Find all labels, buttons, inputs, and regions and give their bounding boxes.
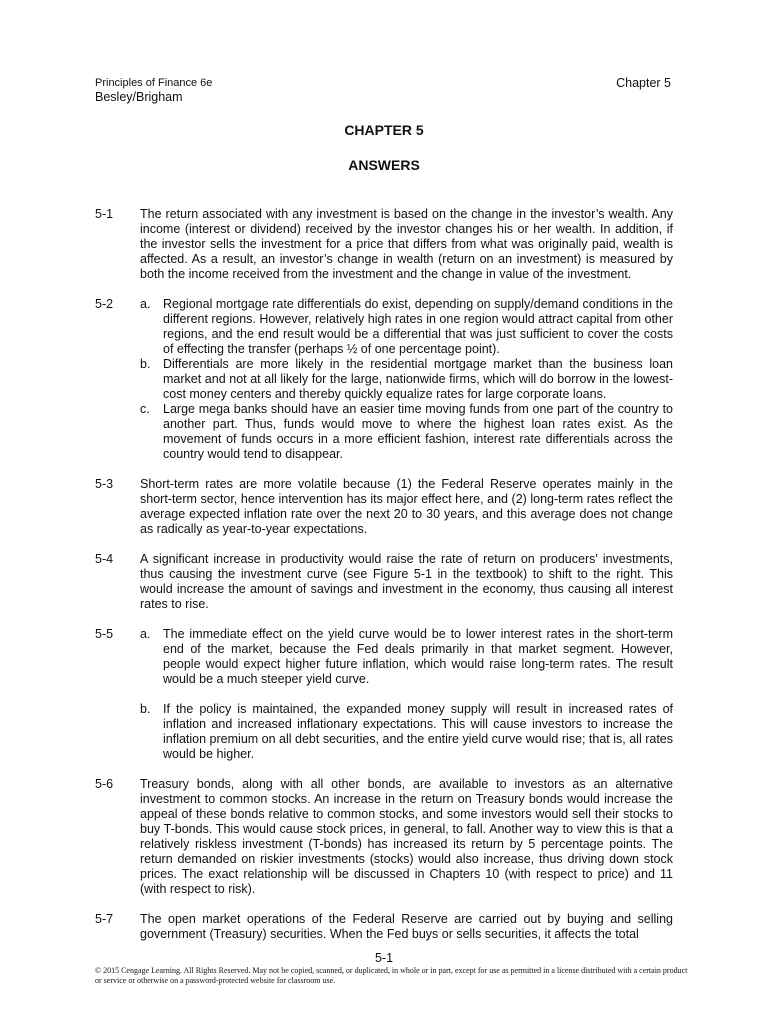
part-label: a. — [140, 297, 151, 311]
answer-text: Treasury bonds, along with all other bonds, are available to investors as an alternative investment to common stocks. An increase in the return on Treasury bonds would increase the appeal of these bonds relative to common stocks, and some investors would sell their stocks to buy T-bonds. This would cause stock prices, in general, to fall. Another way to view this is that a relatively riskless investment (T-bonds) has increased its return by 5 percentage points. The return demanded on riskier investments (stocks) would also increase, thus driving down stock prices. The exact relationship will be discussed in Chapters 10 (with respect to price) and 11 (with respect to risk). — [140, 777, 673, 896]
answer-text: The return associated with any investment is based on the change in the investor’s wealth. Any income (interest or dividend) received by the investor changes his or her wealth. In addition, if the investor sells the investment for a price that differs from what was originally paid, wealth is affected. As a result, an investor’s change in wealth (return on an investment) is measured by both the income received from the investment and the change in value of the investment. — [140, 207, 673, 281]
copyright-notice: © 2015 Cengage Learning. All Rights Reserved. May not be copied, scanned, or duplicated, in whole or in part, except for use as permitted in a license distributed with a certain product or service or otherwise on a password-protected website for classroom use. — [95, 966, 688, 985]
answer-number: 5-5 — [95, 627, 114, 641]
chapter-label: Chapter 5 — [616, 76, 671, 90]
part-label: b. — [140, 702, 151, 716]
answer-part — [140, 627, 673, 687]
answer-item — [95, 912, 673, 942]
part-label: a. — [140, 627, 151, 641]
answer-item — [95, 552, 673, 612]
answer-number: 5-7 — [95, 912, 114, 926]
answer-number: 5-6 — [95, 777, 114, 791]
answer-part — [140, 357, 673, 402]
authors: Besley/Brigham — [95, 90, 183, 104]
answer-number: 5-4 — [95, 552, 114, 566]
part-text: The immediate effect on the yield curve would be to lower interest rates in the short-term end of the market, because the Fed deals primarily in that market segment. However, people would expect higher future inflation, which would raise long-term rates. The result would be a much steeper yield curve. — [163, 627, 673, 686]
answer-number: 5-1 — [95, 207, 114, 221]
part-text: Differentials are more likely in the residential mortgage market than the business loan market and not at all likely for the large, nationwide firms, which will do borrow in the lowest-cost money centers and thereby quickly equalize rates for large corporate loans. — [163, 357, 673, 401]
part-text: Large mega banks should have an easier time moving funds from one part of the country to another part. Thus, funds would move to where the highest loan rates exist. As the movement of funds occurs in a more efficient fashion, interest rate differentials across the country would tend to disappear. — [163, 402, 673, 461]
answer-text: The open market operations of the Federal Reserve are carried out by buying and selling government (Treasury) securities. When the Fed buys or sells securities, it affects the total — [140, 912, 673, 941]
answer-part — [140, 402, 673, 462]
answer-part — [140, 297, 673, 357]
answer-text: Short-term rates are more volatile because (1) the Federal Reserve operates mainly in the short-term sector, hence intervention has its major effect here, and (2) long-term rates reflect the average expected inflation rate over the next 20 to 30 years, and this average does not change as radically as year-to-year expectations. — [140, 477, 673, 536]
answer-item — [95, 477, 673, 537]
book-title: Principles of Finance 6e — [95, 77, 213, 89]
page-number: 5-1 — [374, 951, 394, 965]
part-label: b. — [140, 357, 151, 371]
answer-item — [95, 627, 673, 762]
answer-item — [95, 777, 673, 897]
answer-part — [140, 702, 673, 762]
section-title: ANSWERS — [348, 157, 420, 173]
chapter-title: CHAPTER 5 — [344, 122, 424, 138]
part-label: c. — [140, 402, 150, 416]
answers-body — [95, 207, 673, 957]
answer-item — [95, 297, 673, 462]
answer-number: 5-2 — [95, 297, 114, 311]
part-text: If the policy is maintained, the expanded money supply will result in increased rates of inflation and increased inflationary expectations. This will cause investors to increase the inflation premium on all debt securities, and the entire yield curve would rise; that is, all rates would be higher. — [163, 702, 673, 761]
answer-text: A significant increase in productivity would raise the rate of return on producers' investments, thus causing the investment curve (see Figure 5-1 in the textbook) to shift to the right. This would increase the amount of savings and investment in the economy, thus causing all interest rates to rise. — [140, 552, 673, 611]
part-text: Regional mortgage rate differentials do exist, depending on supply/demand conditions in the different regions. However, relatively high rates in one region would attract capital from other regions, and the end result would be a differential that was just sufficient to cover the costs of effecting the transfer (perhaps ½ of one percentage point). — [163, 297, 673, 356]
answer-item — [95, 207, 673, 282]
answer-number: 5-3 — [95, 477, 114, 491]
running-header-left — [95, 77, 212, 105]
